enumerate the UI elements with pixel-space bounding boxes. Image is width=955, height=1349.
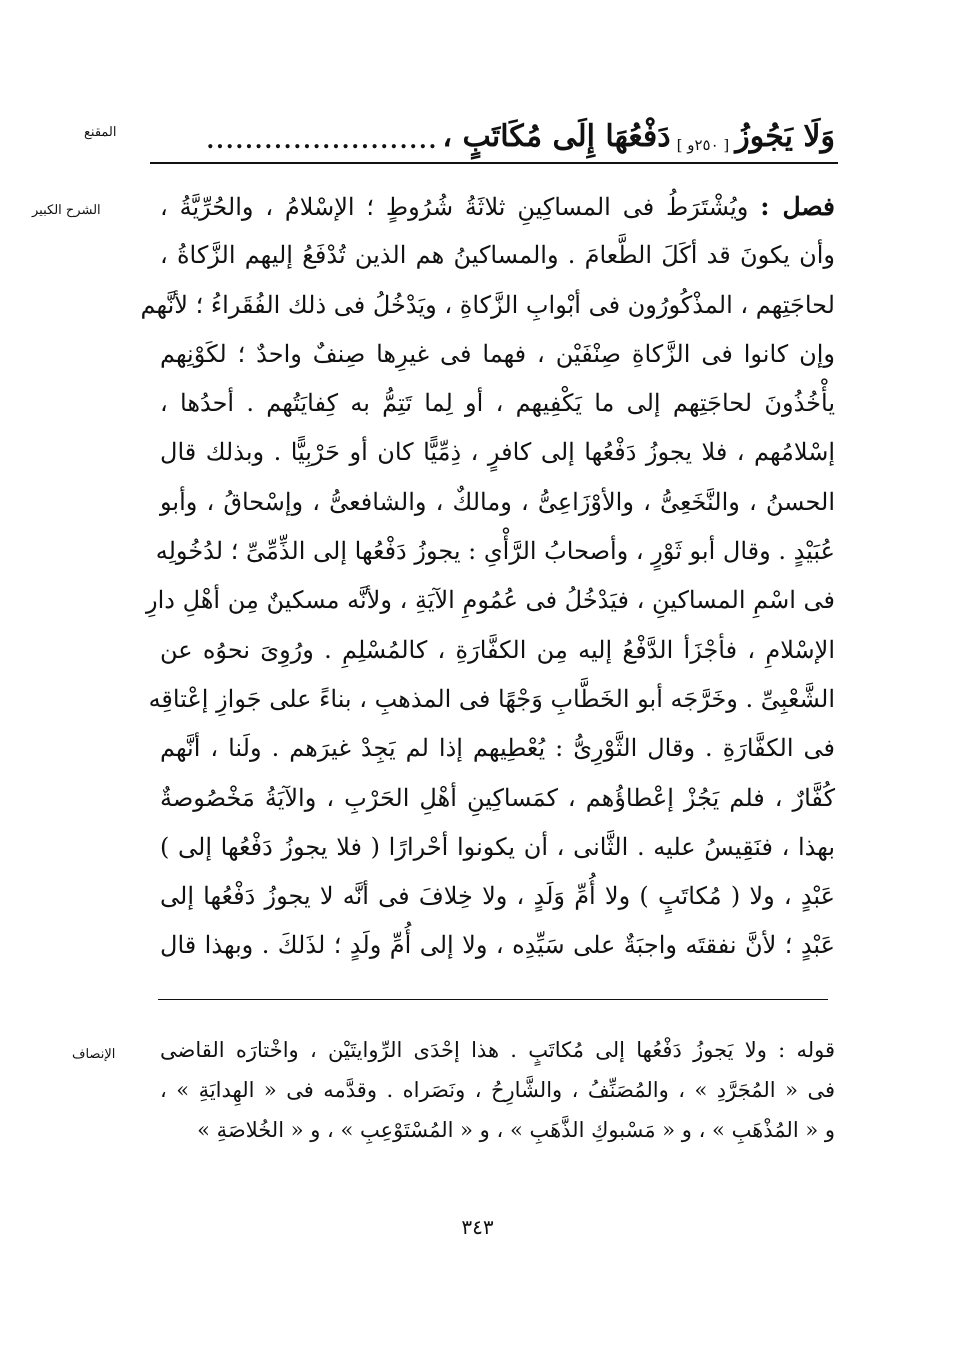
- insaf-commentary: [160, 1030, 835, 1150]
- side-label-insaf: الإنصاف: [72, 1047, 116, 1062]
- section-heading: فصل :: [760, 192, 836, 221]
- sharh-line: فى اسْمِ المساكينِ ، فيَدْخُلُ فى عُمُومِ الآيَةِ ، ولأنَّه مسكينٌ مِن أهْلِ دارِ: [146, 586, 835, 615]
- sharh-line: الإسْلامِ ، فأجْزَأ الدَّفْعُ إليه مِن الكفَّارَةِ ، كالمُسْلِمِ . ورُوِىَ نحوُه عن: [160, 635, 835, 664]
- sharh-line: فى الكفَّارَةِ . وقال الثَّوْرِىُّ : يُعْطِيهم إذا لم يَجِدْ غيرَهم . ولَنا ، أنَّهم: [160, 734, 835, 763]
- insaf-line: قوله : ولا يَجوزُ دَفْعُها إلى مُكاتَبٍ . هذا إحْدَى الرِّوايتَيْن ، واخْتارَه القاضى: [160, 1038, 835, 1062]
- sharh-line: الحسنُ ، والنَّخَعِىُّ ، والأوْزَاعِىُّ ، ومالكٌ ، والشافعىُّ ، وإسْحاقُ ، وأبو: [160, 487, 835, 516]
- sharh-line: عَبْدٍ ؛ لأنَّ نفقتَه واجبَةٌ على سَيِّدِه ، ولا إلى أُمِّ ولَدٍ ؛ لذَلكَ . وبهذا قال: [160, 931, 835, 960]
- top-divider: [150, 162, 838, 164]
- folio-marker: [ ٢٥٠و ]: [676, 136, 730, 154]
- matn-text-part1: وَلَا يَجُوزُ: [735, 119, 835, 154]
- sharh-line: لحاجَتِهم ، المذْكُورُون فى أبْوابِ الزَّكاةِ ، ويَدْخُلُ فى ذلك الفُقَراءُ ؛ لأنَّهم: [140, 290, 835, 319]
- sharh-line: فصل : ويُشْتَرَطُ فى المساكِينِ ثلاثَةُ شُرُوطٍ ؛ الإسْلامُ ، والحُرِّيَّةُ ،: [160, 192, 836, 221]
- sharh-line: وأن يكونَ قد أكَلَ الطَّعامَ . والمساكينُ هم الذين تُدْفَعُ إليهم الزَّكاةُ ،: [160, 241, 835, 270]
- sharh-commentary: [140, 182, 836, 971]
- matn-text: [155, 92, 835, 154]
- sharh-line: بهذا ، فنَقِيسُ عليه . الثَّانى ، أن يكونوا أحْرارًا ( فلا يجوزُ دَفْعُها إلى ): [160, 832, 835, 861]
- insaf-line: و « المُذْهَبِ » ، و « مَسْبوكِ الذَّهَبِ » ، و « المُسْتَوْعِبِ » ، و « الخُلاصَةِ »: [197, 1118, 835, 1142]
- matn-text-part2: دَفْعُهَا إِلَى مُكَاتَبٍ ،: [442, 119, 671, 154]
- insaf-line: فى « المُجَرَّدِ » ، والمُصَنِّفُ ، والشَّارِحُ ، ونَصَراه . وقدَّمه فى « الهِدايَةِ » ،: [160, 1078, 835, 1102]
- sharh-line: وإن كانوا فى الزَّكاةِ صِنْفَيْن ، فهما فى غيرِها صِنفٌ واحدٌ ؛ لكَوْنِهم: [160, 339, 835, 368]
- sharh-line: كُفَّارٌ ، فلم يَجُزْ إعْطاؤُهم ، كمَساكِينِ أهْلِ الحَرْبِ ، والآيَةُ مَخْصُوصةٌ: [160, 783, 835, 812]
- bottom-divider: [158, 999, 828, 1000]
- side-label-muqni: المقنع: [84, 125, 117, 140]
- sharh-line: إسْلامُهم ، فلا يجوزُ دَفْعُها إلى كافرٍ ، ذِمِّيًّا كان أو حَرْبِيًّا . وبذلك قال: [160, 438, 835, 467]
- page-number: ٣٤٣: [461, 1215, 494, 1239]
- side-label-sharh: الشرح الكبير: [32, 203, 101, 218]
- sharh-line: عُبَيْدٍ . وقال أبو ثَوْرٍ ، وأصحابُ الرَّأْىِ : يجوزُ دَفْعُها إلى الذِّمِّىِّ ؛ لدُخُولِه: [155, 537, 835, 566]
- leader-dots: ........................: [206, 128, 439, 154]
- sharh-line: يأْخُذُونَ لحاجَتِهم إلى ما يَكْفِيهم ، أو لِما تَتِمُّ به كِفايَتُهم . أحدُها ،: [160, 389, 835, 418]
- sharh-line: عَبْدٍ ، ولا ( مُكاتَبٍ ) ولا أُمِّ وَلَدٍ ، ولا خِلافَ فى أنَّه لا يجوزُ دَفْعُها إلى: [160, 882, 835, 911]
- sharh-line: الشَّعْبِىِّ . وخَرَّجَه أبو الخَطَّابِ وَجْهًا فى المذهبِ ، بناءً على جَوازِ إعْتاقِه: [148, 684, 835, 713]
